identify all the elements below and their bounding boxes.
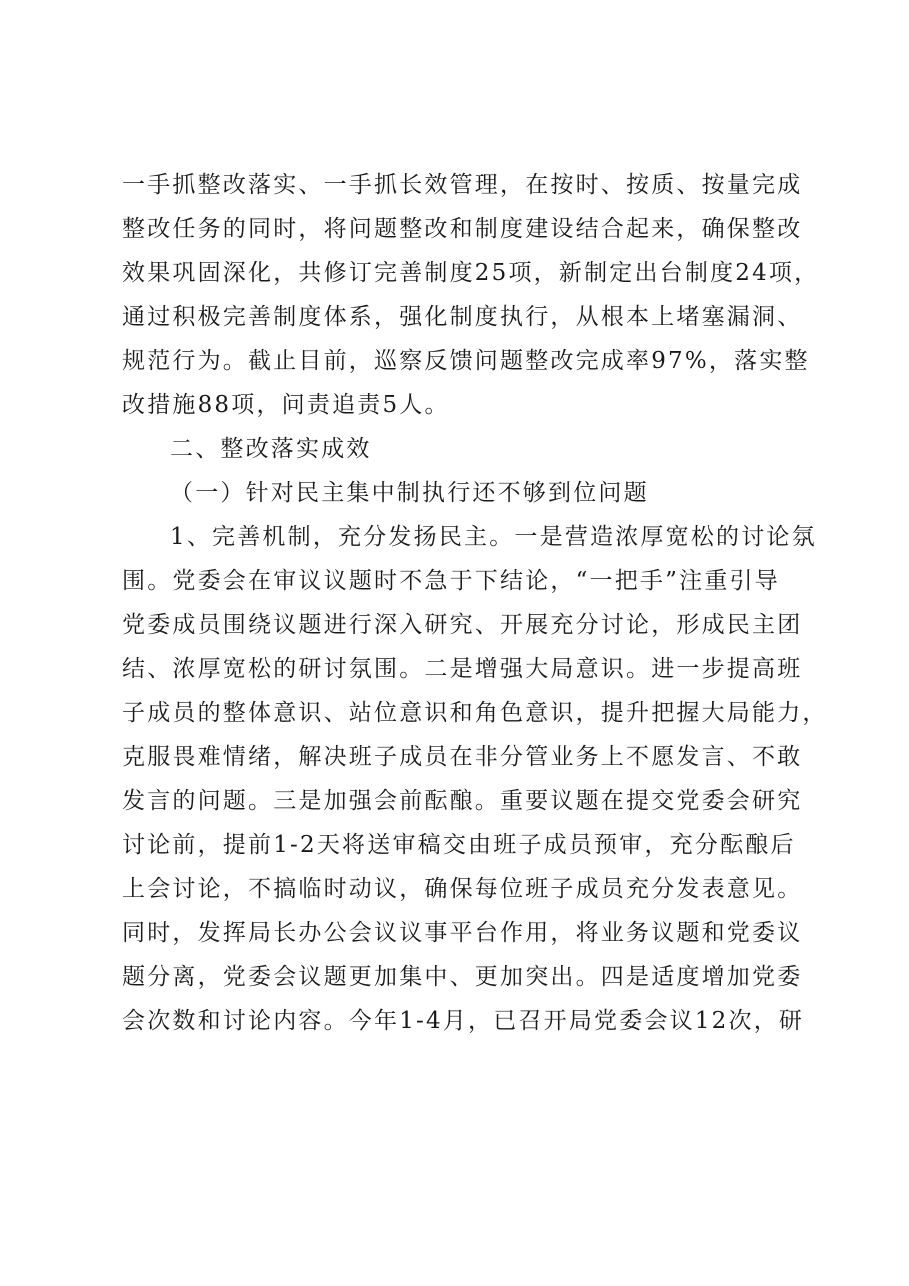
paragraph-line: 围。党委会在审议议题时不急于下结论，“一把手”注重引导 <box>122 568 780 594</box>
paragraph-line: 1、完善机制，充分发扬民主。一是营造浓厚宽松的讨论氛 <box>170 524 817 550</box>
paragraph-line: 子成员的整体意识、站位意识和角色意识，提升把握大局能力， <box>122 700 828 726</box>
paragraph-line: 题分离，党委会议题更加集中、更加突出。四是适度增加党委 <box>122 964 803 990</box>
subsection-heading: （一）针对民主集中制执行还不够到位问题 <box>170 480 649 506</box>
paragraph-line: 讨论前，提前1-2天将送审稿交由班子成员预审，充分酝酿后 <box>122 832 796 858</box>
paragraph-line: 通过积极完善制度体系，强化制度执行，从根本上堵塞漏洞、 <box>122 304 803 330</box>
paragraph-line: 发言的问题。三是加强会前酝酿。重要议题在提交党委会研究 <box>122 788 803 814</box>
paragraph-line: 党委成员围绕议题进行深入研究、开展充分讨论，形成民主团 <box>122 612 803 638</box>
paragraph-line: 结、浓厚宽松的研讨氛围。二是增强大局意识。进一步提高班 <box>122 656 803 682</box>
paragraph-line: 规范行为。截止目前，巡察反馈问题整改完成率97%，落实整 <box>122 348 810 374</box>
paragraph-line: 效果巩固深化，共修订完善制度25项，新制定出台制度24项， <box>122 260 820 286</box>
paragraph-line: 克服畏难情绪，解决班子成员在非分管业务上不愿发言、不敢 <box>122 744 803 770</box>
section-heading: 二、整改落实成效 <box>170 436 372 462</box>
paragraph-line: 一手抓整改落实、一手抓长效管理，在按时、按质、按量完成 <box>122 172 803 198</box>
paragraph-line: 同时，发挥局长办公会议议事平台作用，将业务议题和党委议 <box>122 920 803 946</box>
paragraph-line: 改措施88项，问责追责5人。 <box>122 392 450 418</box>
paragraph-line: 会次数和讨论内容。今年1-4月，已召开局党委会议12次，研 <box>122 1008 805 1034</box>
paragraph-line: 整改任务的同时，将问题整改和制度建设结合起来，确保整改 <box>122 216 803 242</box>
paragraph-line: 上会讨论，不搞临时动议，确保每位班子成员充分发表意见。 <box>122 876 803 902</box>
